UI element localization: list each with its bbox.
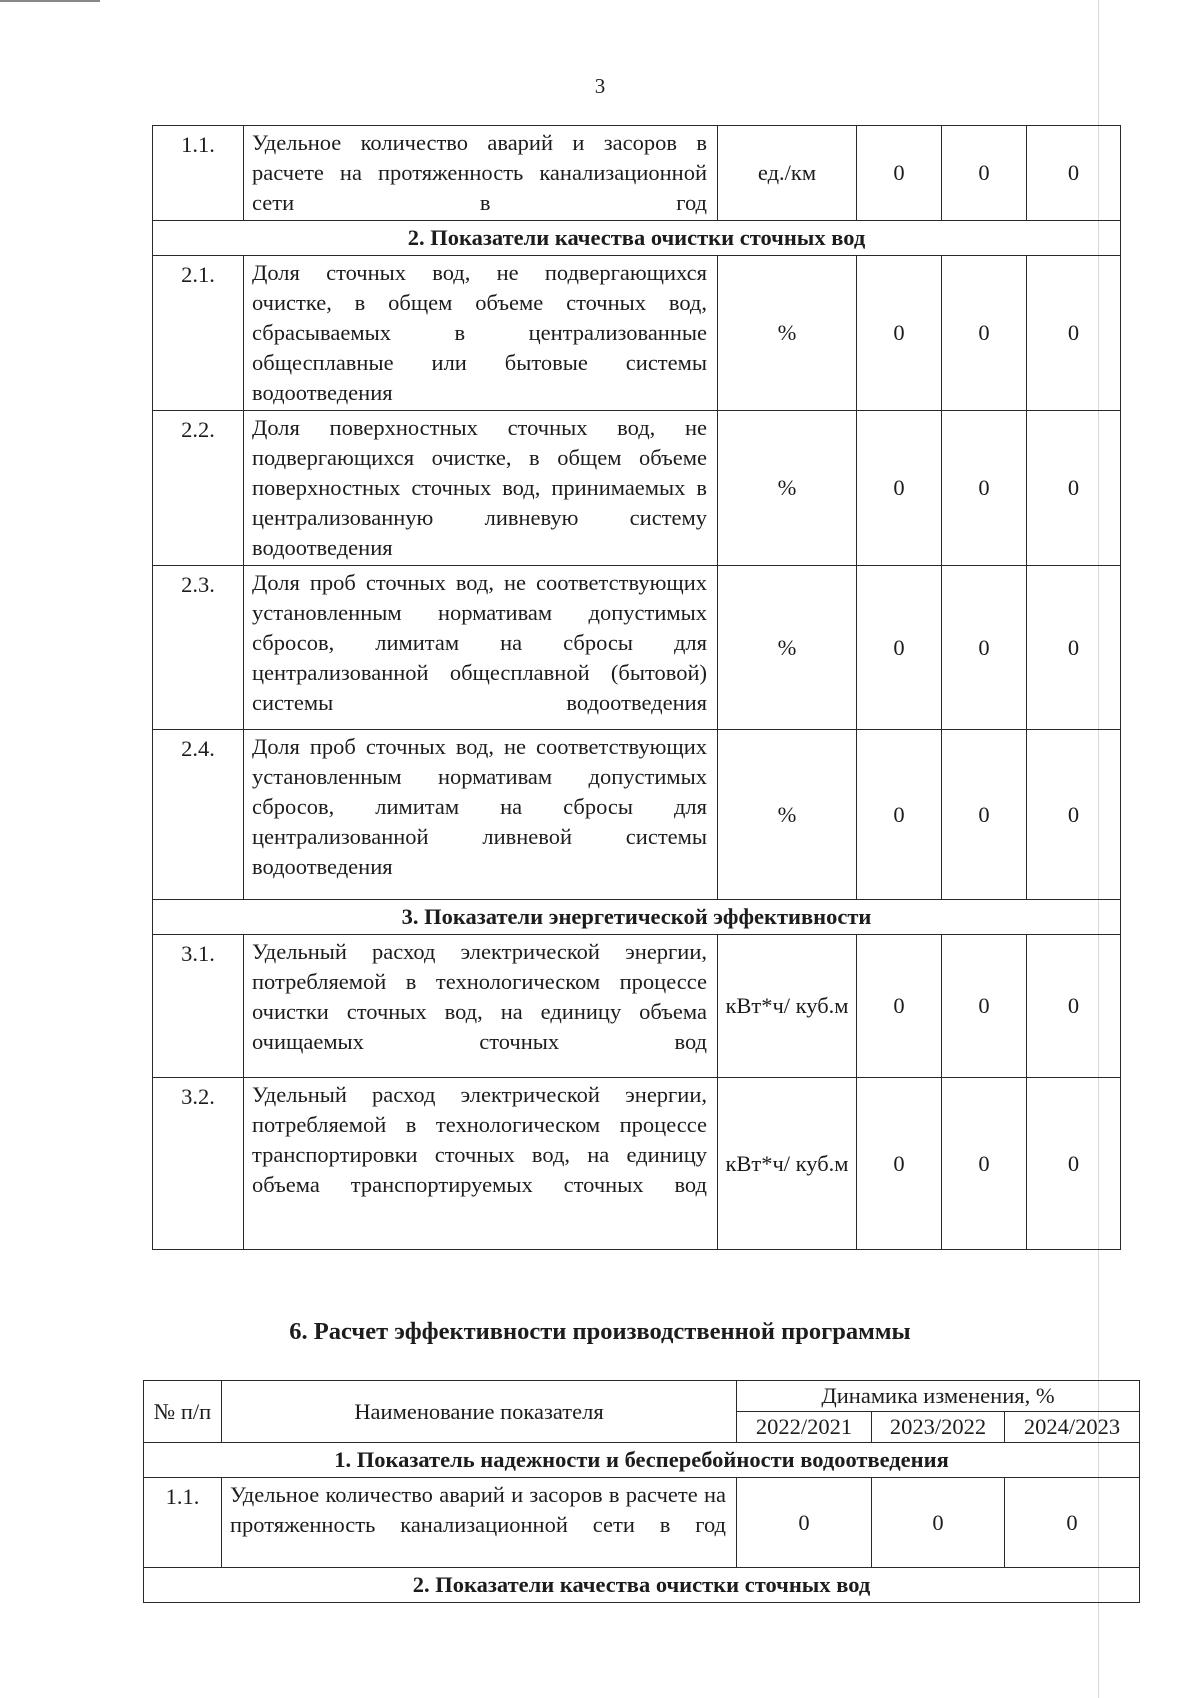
- table-row: [153, 1078, 1121, 1250]
- section-row: [144, 1443, 1140, 1478]
- value-cell: 0: [1027, 566, 1121, 730]
- efficiency-table: [143, 1380, 1140, 1603]
- section-title: 2. Показатели качества очистки сточных вод: [153, 221, 1121, 256]
- table-row: [144, 1478, 1140, 1568]
- value-cell: 0: [942, 126, 1027, 221]
- table-row: [153, 256, 1121, 411]
- unit: кВт*ч/ куб.м: [718, 935, 857, 1078]
- section-row: [153, 900, 1121, 935]
- table-row: [153, 566, 1121, 730]
- section-row: [153, 221, 1121, 256]
- header-name: Наименование показателя: [222, 1381, 737, 1443]
- header-year: 2024/2023: [1005, 1412, 1140, 1443]
- value-cell: 0: [857, 256, 942, 411]
- value-cell: 0: [942, 256, 1027, 411]
- value-cell: 0: [1027, 256, 1121, 411]
- value-cell: 0: [857, 566, 942, 730]
- unit: %: [718, 566, 857, 730]
- unit: ед./км: [718, 126, 857, 221]
- value-cell: 0: [1027, 730, 1121, 900]
- scan-corner-mark: [0, 0, 100, 2]
- indicator-name: Удельное количество аварий и засоров в расчете на протяженность канализационной сети в год: [222, 1478, 737, 1568]
- indicators-table: [152, 125, 1121, 1250]
- section-title: 3. Показатели энергетической эффективности: [153, 900, 1121, 935]
- row-number: 2.4.: [153, 730, 244, 900]
- section-6-title: 6. Расчет эффективности производственной программы: [289, 1318, 911, 1345]
- value-cell: 0: [942, 411, 1027, 566]
- unit: кВт*ч/ куб.м: [718, 1078, 857, 1250]
- section-row: [144, 1568, 1140, 1603]
- indicator-name: Удельный расход электрической энергии, потребляемой в технологическом процессе очистки сточных вод, на единицу объема очищаемых сточных вод: [244, 935, 718, 1078]
- row-number: 3.2.: [153, 1078, 244, 1250]
- table-row: [153, 411, 1121, 566]
- row-number: 2.3.: [153, 566, 244, 730]
- value-cell: 0: [1027, 126, 1121, 221]
- value-cell: 0: [1027, 935, 1121, 1078]
- value-cell: 0: [1027, 411, 1121, 566]
- unit: %: [718, 411, 857, 566]
- value-cell: 0: [857, 935, 942, 1078]
- indicator-name: Удельное количество аварий и засоров в расчете на протяженность канализационной сети в год: [244, 126, 718, 221]
- row-number: 1.1.: [144, 1478, 222, 1568]
- indicator-name: Доля проб сточных вод, не соответствующих установленным нормативам допустимых сбросов, лимитам на сбросы для централизованной общесплавной (бытовой) системы водоотведения: [244, 566, 718, 730]
- indicator-name: Доля поверхностных сточных вод, не подвергающихся очистке, в общем объеме поверхностных сточных вод, принимаемых в централизованную ливневую систему водоотведения: [244, 411, 718, 566]
- indicator-name: Доля сточных вод, не подвергающихся очистке, в общем объеме сточных вод, сбрасываемых в централизованные общесплавные или бытовые системы водоотведения: [244, 256, 718, 411]
- value-cell: 0: [942, 730, 1027, 900]
- table-row: [153, 126, 1121, 221]
- value-cell: 0: [872, 1478, 1005, 1568]
- row-number: 3.1.: [153, 935, 244, 1078]
- value-cell: 0: [942, 1078, 1027, 1250]
- row-number: 2.2.: [153, 411, 244, 566]
- indicator-name: Доля проб сточных вод, не соответствующих установленным нормативам допустимых сбросов, лимитам на сбросы для централизованной ливневой системы водоотведения: [244, 730, 718, 900]
- header-year: 2022/2021: [737, 1412, 872, 1443]
- unit: %: [718, 730, 857, 900]
- header-num: № п/п: [144, 1381, 222, 1443]
- value-cell: 0: [857, 411, 942, 566]
- value-cell: 0: [857, 730, 942, 900]
- row-number: 2.1.: [153, 256, 244, 411]
- value-cell: 0: [857, 1078, 942, 1250]
- table-row: [153, 935, 1121, 1078]
- row-number: 1.1.: [153, 126, 244, 221]
- section-title: 1. Показатель надежности и бесперебойности водоотведения: [144, 1443, 1140, 1478]
- header-year: 2023/2022: [872, 1412, 1005, 1443]
- value-cell: 0: [1005, 1478, 1140, 1568]
- page-number: 3: [594, 74, 606, 98]
- value-cell: 0: [737, 1478, 872, 1568]
- header-dynamics: Динамика изменения, %: [737, 1381, 1140, 1412]
- value-cell: 0: [1027, 1078, 1121, 1250]
- indicator-name: Удельный расход электрической энергии, потребляемой в технологическом процессе транспортировки сточных вод, на единицу объема транспортируемых сточных вод: [244, 1078, 718, 1250]
- value-cell: 0: [942, 935, 1027, 1078]
- value-cell: 0: [942, 566, 1027, 730]
- value-cell: 0: [857, 126, 942, 221]
- table-row: [153, 730, 1121, 900]
- section-title: 2. Показатели качества очистки сточных вод: [144, 1568, 1140, 1603]
- table-header-row: [144, 1381, 1140, 1412]
- unit: %: [718, 256, 857, 411]
